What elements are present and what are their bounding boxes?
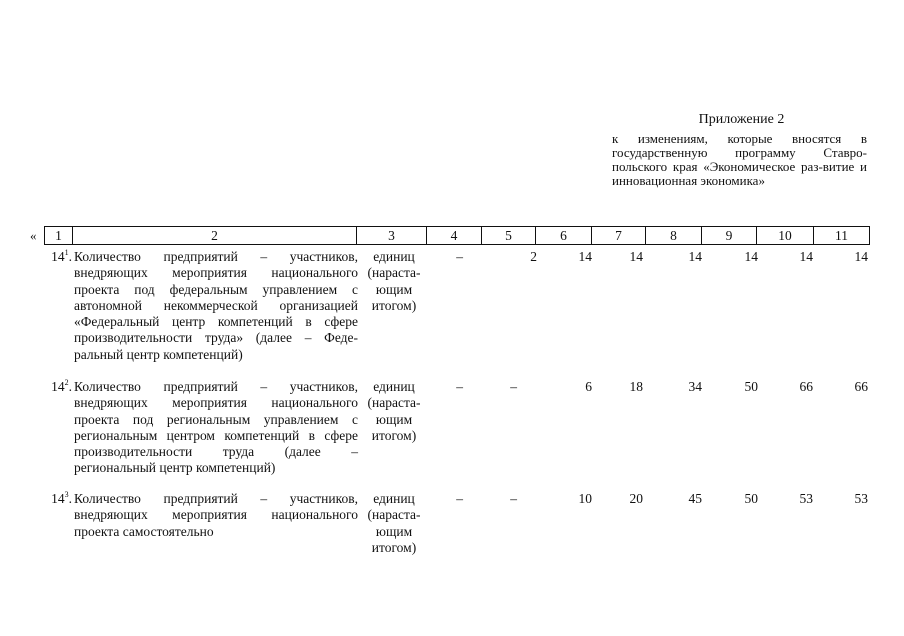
appendix-block <box>612 111 867 188</box>
value-col-11: 53 <box>854 491 868 506</box>
value-col-9: 50 <box>744 379 758 394</box>
value-col-4: – <box>456 249 463 264</box>
column-header: 2 <box>73 227 357 245</box>
table-open-quote: « <box>30 228 37 243</box>
appendix-subtitle: к изменениям, которые вносятся в государственную программу Ставро-польского края «Экономическое раз-витие и инновационная экономика» <box>612 131 867 188</box>
column-header: 4 <box>427 227 482 245</box>
value-col-6: 14 <box>578 249 592 264</box>
row-description: Количество предприятий – участников, внедряющих мероприятия национального проекта под федеральным управлением с автономной некоммерческой организацией «Федеральный центр компетенций в сфере производительности труда» (далее – Феде-ральный центр компетенций) <box>74 249 358 362</box>
value-col-7: 18 <box>629 379 643 394</box>
value-col-8: 14 <box>688 249 702 264</box>
row-number: $14^2$. <box>51 377 72 394</box>
row-description: Количество предприятий – участников, внедряющих мероприятия национального проекта самостоятельно <box>74 491 358 539</box>
column-header: 9 <box>702 227 757 245</box>
appendix-title: Приложение 2 <box>698 112 785 127</box>
column-header: 1 <box>45 227 73 245</box>
value-col-6: 6 <box>585 379 592 394</box>
column-header: 3 <box>357 227 427 245</box>
value-col-7: 14 <box>629 249 643 264</box>
column-header: 7 <box>592 227 646 245</box>
value-col-5: – <box>510 491 517 506</box>
row-number: $14^1$. <box>51 247 72 264</box>
column-header: 6 <box>536 227 592 245</box>
row-unit: единиц (нараста-ющим итогом) <box>367 379 421 443</box>
value-col-4: – <box>456 379 463 394</box>
value-col-11: 66 <box>854 379 868 394</box>
value-col-11: 14 <box>854 249 868 264</box>
value-col-10: 53 <box>799 491 813 506</box>
column-number-header <box>44 226 870 245</box>
value-col-6: 10 <box>578 491 592 506</box>
value-col-10: 14 <box>799 249 813 264</box>
row-number: $14^3$. <box>51 489 72 506</box>
value-col-9: 50 <box>744 491 758 506</box>
row-unit: единиц (нараста-ющим итогом) <box>367 491 421 555</box>
column-header: 11 <box>814 227 870 245</box>
value-col-4: – <box>456 491 463 506</box>
column-header: 8 <box>646 227 702 245</box>
value-col-7: 20 <box>629 491 643 506</box>
value-col-10: 66 <box>799 379 813 394</box>
column-header: 10 <box>757 227 814 245</box>
value-col-5: 2 <box>530 249 537 264</box>
value-col-5: – <box>510 379 517 394</box>
value-col-8: 45 <box>688 491 702 506</box>
value-col-8: 34 <box>688 379 702 394</box>
row-description: Количество предприятий – участников, внедряющих мероприятия национального проекта под региональным управлением с региональным центром компетенций в сфере производительности труда (далее – региональный центр компетенций) <box>74 379 358 476</box>
value-col-9: 14 <box>744 249 758 264</box>
column-header: 5 <box>482 227 536 245</box>
row-unit: единиц (нараста-ющим итогом) <box>367 249 421 313</box>
